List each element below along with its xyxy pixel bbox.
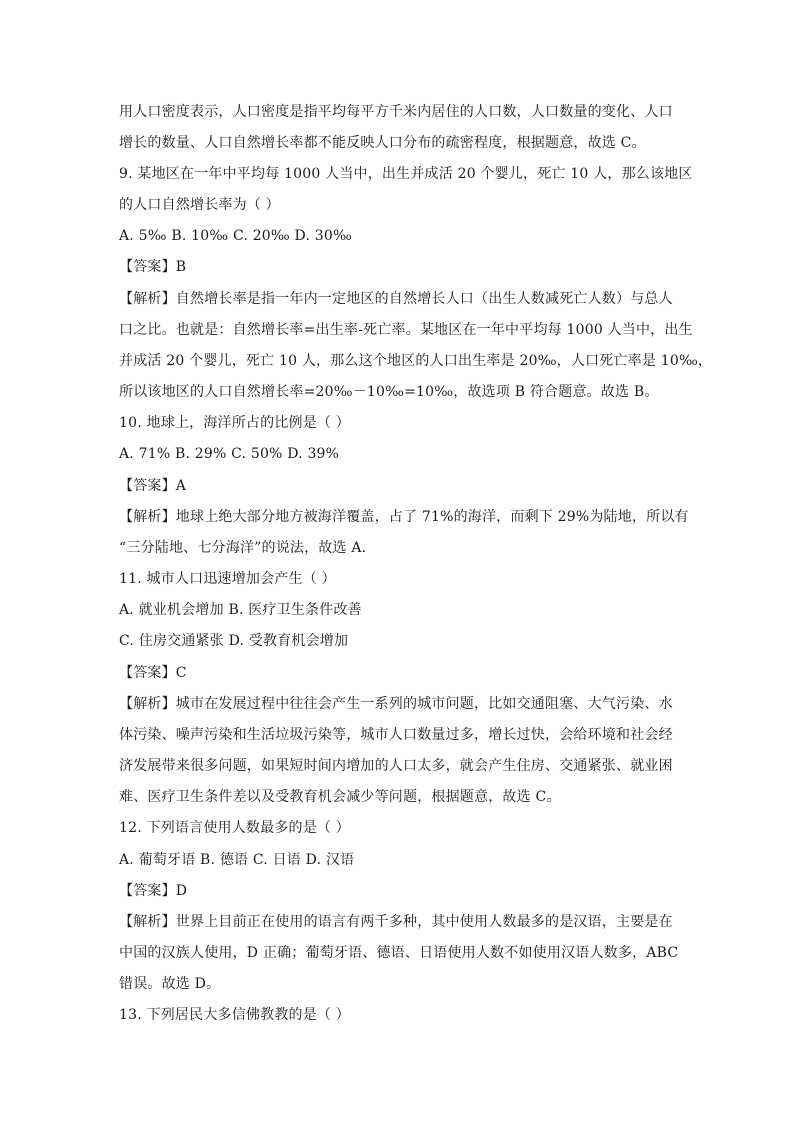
question-10-analysis: “三分陆地、七分海洋”的说法，故选 A． xyxy=(119,540,376,556)
question-9-analysis: 【解析】自然增长率是指一年内一定地区的自然增长人口（出生人数减死亡人数）与总人 xyxy=(119,291,673,307)
question-10-answer: 【答案】A xyxy=(119,478,187,494)
question-9-analysis: 所以该地区的人口自然增长率=20‰－10‰=10‰，故选项 B 符合题意。故选 B。 xyxy=(119,384,659,400)
question-12-analysis: 【解析】世界上目前正在使用的语言有两千多种，其中使用人数最多的是汉语，主要是在 xyxy=(119,914,673,930)
question-11-analysis: 济发展带来很多问题，如果短时间内增加的人口太多，就会产生住房、交通紧张、就业困 xyxy=(119,758,673,774)
question-10-stem: 10. 地球上，海洋所占的比例是（ ） xyxy=(119,415,350,431)
question-13-stem: 13. 下列居民大多信佛教教的是（ ） xyxy=(119,1007,350,1023)
question-12-answer: 【答案】D xyxy=(119,883,188,899)
question-9-stem: 9. 某地区在一年中平均每 1000 人当中，出生并成活 20 个婴儿，死亡 10 人，那么该地区 xyxy=(119,166,693,182)
text-line: 增长的数量、人口自然增长率都不能反映人口分布的疏密程度，根据题意，故选 C。 xyxy=(119,135,646,151)
question-12-analysis: 错误。故选 D。 xyxy=(119,976,221,992)
question-11-options: C. 住房交通紧张 D. 受教育机会增加 xyxy=(119,633,349,649)
question-11-analysis: 难、医疗卫生条件差以及受教育机会减少等问题，根据题意，故选 C。 xyxy=(119,789,561,805)
question-9-analysis: 口之比。也就是：自然增长率=出生率-死亡率。某地区在一年中平均每 1000 人当中，出生 xyxy=(119,322,693,338)
question-12-stem: 12. 下列语言使用人数最多的是（ ） xyxy=(119,820,350,836)
text-line: 用人口密度表示，人口密度是指平均每平方千米内居住的人口数，人口数量的变化、人口 xyxy=(119,104,673,120)
question-11-analysis: 【解析】城市在发展过程中往往会产生一系列的城市问题，比如交通阻塞、大气污染、水 xyxy=(119,696,673,712)
question-9-analysis: 并成活 20 个婴儿，死亡 10 人，那么这个地区的人口出生率是 20‰，人口死亡率是 10‰， xyxy=(119,353,713,369)
question-10-options: A. 71% B. 29% C. 50% D. 39% xyxy=(119,446,340,462)
question-12-analysis: 中国的汉族人使用，D 正确；葡萄牙语、德语、日语使用人数不如使用汉语人数多，ABC xyxy=(119,945,679,961)
question-11-options: A. 就业机会增加 B. 医疗卫生条件改善 xyxy=(119,602,362,618)
question-11-analysis: 体污染、噪声污染和生活垃圾污染等，城市人口数量过多，增长过快，会给环境和社会经 xyxy=(119,727,673,743)
question-9-options: A. 5‰ B. 10‰ C. 20‰ D. 30‰ xyxy=(119,228,352,244)
question-11-stem: 11. 城市人口迅速增加会产生（ ） xyxy=(119,571,336,587)
question-9-stem: 的人口自然增长率为（ ） xyxy=(119,197,280,213)
question-12-options: A. 葡萄牙语 B. 德语 C. 日语 D. 汉语 xyxy=(119,852,355,868)
question-9-answer: 【答案】B xyxy=(119,259,187,275)
question-11-answer: 【答案】C xyxy=(119,665,187,681)
question-10-analysis: 【解析】地球上绝大部分地方被海洋覆盖，占了 71%的海洋，而剩下 29%为陆地，所以有 xyxy=(119,509,689,525)
